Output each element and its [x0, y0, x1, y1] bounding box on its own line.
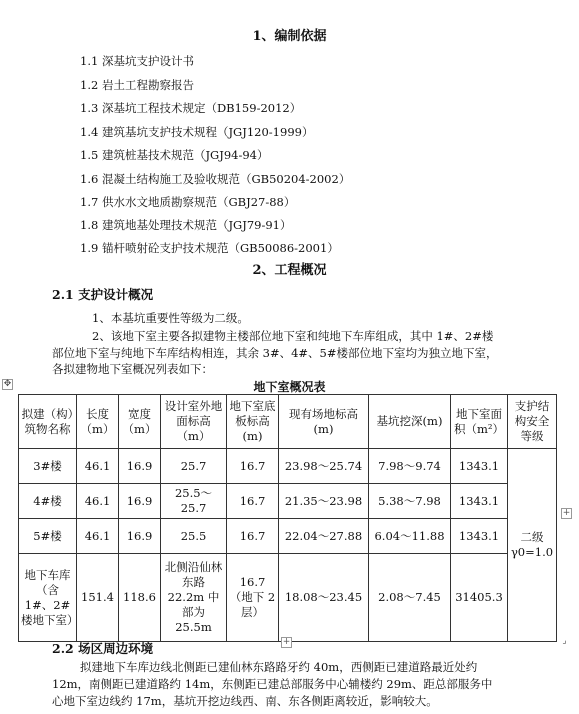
cell-site-level: 21.35～23.98 [279, 484, 369, 519]
table-row [19, 519, 557, 554]
basement-overview-table [18, 394, 557, 642]
environment-line3: 心地下室边线约 17m，基坑开挖边线西、南、东各侧距离较近，影响较大。 [52, 694, 438, 708]
reference-item: 1.1 深基坑支护设计书 [80, 54, 194, 68]
reference-item: 1.3 深基坑工程技术规定（DB159-2012） [80, 101, 302, 115]
cell-safety-grade [508, 449, 557, 642]
cell-site-level: 18.08～23.45 [279, 554, 369, 642]
reference-item: 1.9 锚杆喷射砼支护技术规范（GB50086-2001） [80, 241, 339, 255]
cell-width: 118.6 [119, 554, 161, 642]
cell-exterior-level: 25.7 [161, 449, 227, 484]
safety-grade: 二级 [520, 530, 544, 544]
cell-name: 地下车库（含 1#、2#楼地下室） [19, 554, 77, 642]
environment-line2: 12m，南侧距已建道路约 14m，东侧距已建总部服务中心辅楼约 29m、距总部服务中 [52, 677, 493, 691]
table-row [19, 449, 557, 484]
cell-name: 5#楼 [19, 519, 77, 554]
cell-exterior-level: 25.5 [161, 519, 227, 554]
header-cell: 设计室外地面标高（m） [161, 395, 227, 449]
table-caption: 地下室概况表 [253, 380, 326, 394]
table-move-handle[interactable]: ✥ [3, 379, 12, 389]
cell-exterior-level: 25.5～25.7 [161, 484, 227, 519]
reference-item: 1.8 建筑地基处理技术规范（JGJ79-91） [80, 218, 292, 232]
reference-item: 1.2 岩土工程勘察报告 [80, 78, 194, 92]
cell-length: 46.1 [77, 519, 119, 554]
cell-length: 46.1 [77, 449, 119, 484]
cell-excavation-depth: 7.98～9.74 [369, 449, 451, 484]
header-cell: 基坑挖深(m) [369, 395, 451, 449]
header-cell: 现有场地标高(m) [279, 395, 369, 449]
add-column-handle[interactable]: + [562, 508, 571, 518]
cell-width: 16.9 [119, 484, 161, 519]
reference-item: 1.4 建筑基坑支护技术规程（JGJ120-1999） [80, 125, 314, 139]
reference-item: 1.6 混凝土结构施工及验收规范（GB50204-2002） [80, 172, 351, 186]
reference-item: 1.5 建筑桩基技术规范（JGJ94-94） [80, 148, 269, 162]
cell-area: 1343.1 [451, 519, 508, 554]
cell-exterior-level: 北侧沿仙林东路 22.2m 中部为 25.5m [161, 554, 227, 642]
cell-floor-level: 16.7 [227, 519, 279, 554]
cell-name: 3#楼 [19, 449, 77, 484]
cell-length: 46.1 [77, 484, 119, 519]
paragraph-2-line1: 2、该地下室主要各拟建物主楼部位地下室和纯地下车库组成，其中 1#、2#楼 [92, 329, 494, 343]
paragraph-1: 1、本基坑重要性等级为二级。 [92, 311, 249, 325]
table-row [19, 484, 557, 519]
cell-name: 4#楼 [19, 484, 77, 519]
cell-excavation-depth: 5.38～7.98 [369, 484, 451, 519]
header-cell: 地下室面积（m²） [451, 395, 508, 449]
table-row [19, 554, 557, 642]
reference-item: 1.7 供水水文地质勘察规范（GBJ27-88） [80, 195, 296, 209]
header-cell: 宽度（m） [119, 395, 161, 449]
header-cell: 地下室底板标高(m) [227, 395, 279, 449]
header-cell: 支护结构安全等级 [508, 395, 557, 449]
section1-title: 1、编制依据 [252, 29, 327, 44]
cell-width: 16.9 [119, 449, 161, 484]
cell-area: 1343.1 [451, 484, 508, 519]
cell-length: 151.4 [77, 554, 119, 642]
cell-width: 16.9 [119, 519, 161, 554]
table-header-row [19, 395, 557, 449]
cell-floor-level: 16.7 [227, 449, 279, 484]
cell-excavation-depth: 2.08～7.45 [369, 554, 451, 642]
cell-site-level: 22.04～27.88 [279, 519, 369, 554]
add-row-handle[interactable]: + [282, 637, 291, 647]
header-cell: 拟建（构）筑物名称 [19, 395, 77, 449]
cell-floor-level: 16.7 [227, 484, 279, 519]
cell-floor-level: 16.7（地下 2 层） [227, 554, 279, 642]
section2-title: 2、工程概况 [252, 263, 327, 278]
cell-excavation-depth: 6.04～11.88 [369, 519, 451, 554]
cell-area: 1343.1 [451, 449, 508, 484]
paragraph-2-line2: 部位地下室与纯地下车库结构相连，其余 3#、4#、5#楼部位地下室均为独立地下室， [52, 346, 498, 360]
cell-area: 31405.3 [451, 554, 508, 642]
table-resize-handle[interactable]: ⌟ [562, 636, 567, 646]
header-cell: 长度（m） [77, 395, 119, 449]
paragraph-2-line3: 各拟建物地下室概况列表如下： [52, 362, 213, 376]
safety-factor: γ0=1.0 [510, 545, 554, 559]
subsection-2-2-title: 2.2 场区周边环境 [52, 641, 154, 656]
cell-site-level: 23.98～25.74 [279, 449, 369, 484]
subsection-2-1-title: 2.1 支护设计概况 [52, 287, 154, 302]
environment-line1: 拟建地下车库边线北侧距已建仙林东路路牙约 40m，西侧距已建道路最近处约 [80, 660, 478, 674]
